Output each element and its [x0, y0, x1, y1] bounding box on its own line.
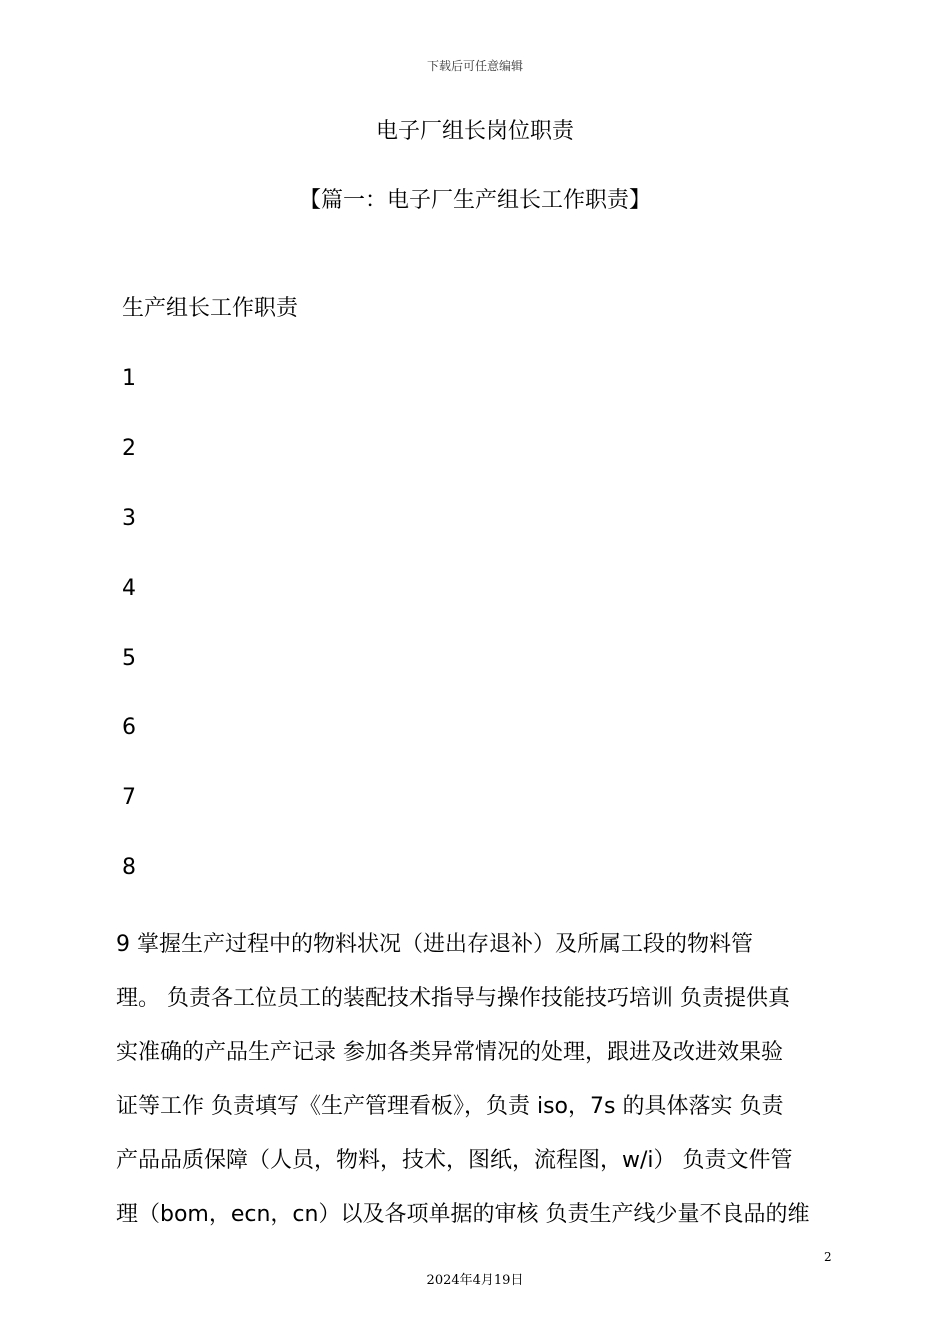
body-line: 实准确的产品生产记录 参加各类异常情况的处理，跟进及改进效果验	[116, 1040, 783, 1065]
numbered-item-2: 2	[122, 436, 136, 461]
header-note: 下载后可任意编辑	[426, 59, 523, 73]
page-number: 2	[824, 1250, 832, 1264]
document-title: 电子厂组长岗位职责	[375, 119, 574, 144]
body-line: 理（bom，ecn，cn）以及各项单据的审核 负责生产线少量不良品的维	[116, 1202, 810, 1227]
numbered-item-7: 7	[122, 785, 136, 810]
numbered-item-4: 4	[122, 576, 136, 601]
numbered-item-5: 5	[122, 646, 136, 671]
numbered-item-8: 8	[122, 855, 136, 880]
section-heading: 生产组长工作职责	[122, 296, 299, 321]
body-line: 理。 负责各工位员工的装配技术指导与操作技能技巧培训 负责提供真	[116, 986, 790, 1011]
body-line: 产品品质保障（人员，物料，技术，图纸，流程图，w/i） 负责文件管	[116, 1148, 793, 1173]
body-line: 证等工作 负责填写《生产管理看板》，负责 iso，7s 的具体落实 负责	[116, 1094, 784, 1119]
numbered-item-6: 6	[122, 715, 136, 740]
document-subtitle: 【篇一：电子厂生产组长工作职责】	[298, 188, 651, 213]
footer-date: 2024年4月19日	[426, 1273, 524, 1288]
body-paragraph	[116, 918, 836, 1242]
numbered-item-3: 3	[122, 506, 136, 531]
body-line: 9 掌握生产过程中的物料状况（进出存退补）及所属工段的物料管	[116, 932, 753, 957]
numbered-item-1: 1	[122, 366, 136, 391]
